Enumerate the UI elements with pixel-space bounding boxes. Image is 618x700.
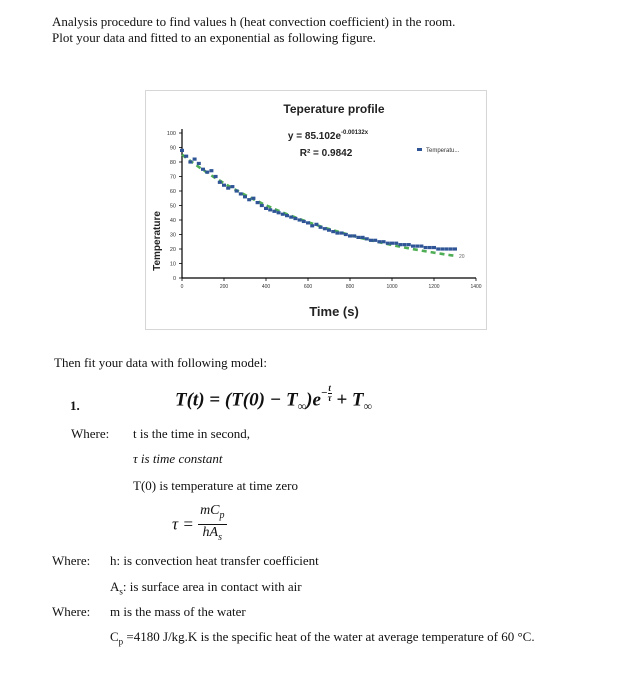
data-point [222,184,226,187]
data-point [377,240,381,243]
y-tick-label: 50 [169,203,176,210]
data-point [424,246,428,249]
data-point [432,246,436,249]
data-point [239,192,243,195]
x-tick-label: 1000 [386,284,398,290]
data-point [214,175,218,178]
main-equation: $T(t) = (T(0) - T_\infty)e^{- \frac{t}{\tau}}$ + $T_\infty$ [175,383,373,414]
data-point [361,236,365,239]
data-point [293,217,297,220]
x-tick-label: 0 [180,284,184,290]
data-point [209,169,213,172]
data-point [319,226,323,229]
data-point [218,181,222,184]
y-tick-label: 10 [169,261,176,268]
data-point [419,245,423,248]
x-tick-label: 600 [303,284,313,290]
data-point [306,221,310,224]
data-point [201,168,205,171]
data-point [331,230,335,233]
r-squared: R² = 0.9842 [299,148,353,159]
data-point [369,239,373,242]
data-point [251,197,255,200]
data-point [348,234,352,237]
fit-equation: $y = 85.102e^{-0.00132x}$ [287,130,369,142]
model-heading: Then fit your data with following model: [54,355,268,370]
where-item-area: $A_s$: is surface area in contact with air [110,579,302,597]
tau-formula: τ = $\frac{mC_p}{hA_s}$ [172,503,225,543]
data-point [260,204,264,207]
data-point [398,243,402,246]
data-point [390,242,394,245]
legend-marker [417,148,422,151]
data-point [188,160,192,163]
data-point [268,208,272,211]
data-point [302,220,306,223]
fit-trendline [182,155,455,256]
where-label-1: Where: [71,426,110,441]
chart-canvas [146,91,486,329]
where-item-time: t is the time in second, [133,426,250,441]
data-point [403,243,407,246]
data-point [327,229,331,232]
data-point [277,211,281,214]
x-tick-label: 200 [219,284,229,290]
intro-line-2: Plot your data and fitted to an exponential as following figure. [52,30,376,45]
data-point [184,155,188,158]
y-tick-label: 100 [166,131,176,137]
data-point [394,242,398,245]
y-tick-label: 0 [172,276,176,282]
data-point [298,218,302,221]
data-point [340,231,344,234]
data-point [440,247,444,250]
y-axis-label: Temperature [152,211,163,271]
data-point [272,210,276,213]
data-point [373,239,377,242]
data-point [226,187,230,190]
data-point [365,237,369,240]
x-tick-label: 1400 [470,284,482,290]
data-point [285,214,289,217]
data-point [352,234,356,237]
equation-number: 1. [70,398,80,413]
data-point [193,158,197,161]
where-item-tau: τ is time constant [133,451,223,466]
data-point [247,198,251,201]
data-point [264,207,268,210]
data-point [411,245,415,248]
data-point [407,243,411,246]
where-item-mass: m is the mass of the water [110,604,246,619]
where-item-t0: T(0) is temperature at time zero [133,478,298,493]
where-item-h: h: is convection heat transfer coefficient [110,553,319,568]
chart-figure [145,90,487,330]
data-point [243,195,247,198]
x-tick-label: 400 [261,284,271,290]
where-label-2: Where: [52,553,91,568]
data-point [197,162,201,165]
y-tick-label: 90 [169,145,176,152]
x-tick-label: 800 [345,284,355,290]
data-point [436,247,440,250]
x-tick-label: 1200 [428,284,440,290]
data-point [235,189,239,192]
data-point [428,246,432,249]
data-point [256,201,260,204]
data-point [335,231,339,234]
y-tick-label: 80 [169,160,176,166]
y-tick-label: 20 [169,247,176,253]
where-item-cp: $C_p =4180$ J/kg.K is the specific heat of the water at average temperature of 60 °C. [110,629,535,647]
x-axis-label: Time (s) [309,304,359,319]
data-point [344,233,348,236]
data-point [281,213,285,216]
data-point [230,185,234,188]
data-point [323,227,327,230]
data-point [382,240,386,243]
legend-label: Temperatu... [426,148,460,154]
data-point [449,247,453,250]
data-point [310,224,314,227]
data-point [205,171,209,174]
data-point [314,223,318,226]
data-point [386,242,390,245]
y-tick-label: 40 [169,218,176,224]
data-point [415,245,419,248]
y-tick-label: 30 [169,232,176,239]
data-point [289,216,293,219]
data-point [453,247,457,250]
intro-line-1: Analysis procedure to find values h (heat convection coefficient) in the room. [52,14,456,29]
data-point [356,236,360,239]
data-point [445,247,449,250]
data-point [180,149,184,152]
where-label-3: Where: [52,604,91,619]
chart-title: Teperature profile [283,102,385,116]
y-tick-label: 60 [169,189,176,195]
trendline-end-label: 20 [459,253,465,260]
y-tick-label: 70 [169,174,176,181]
